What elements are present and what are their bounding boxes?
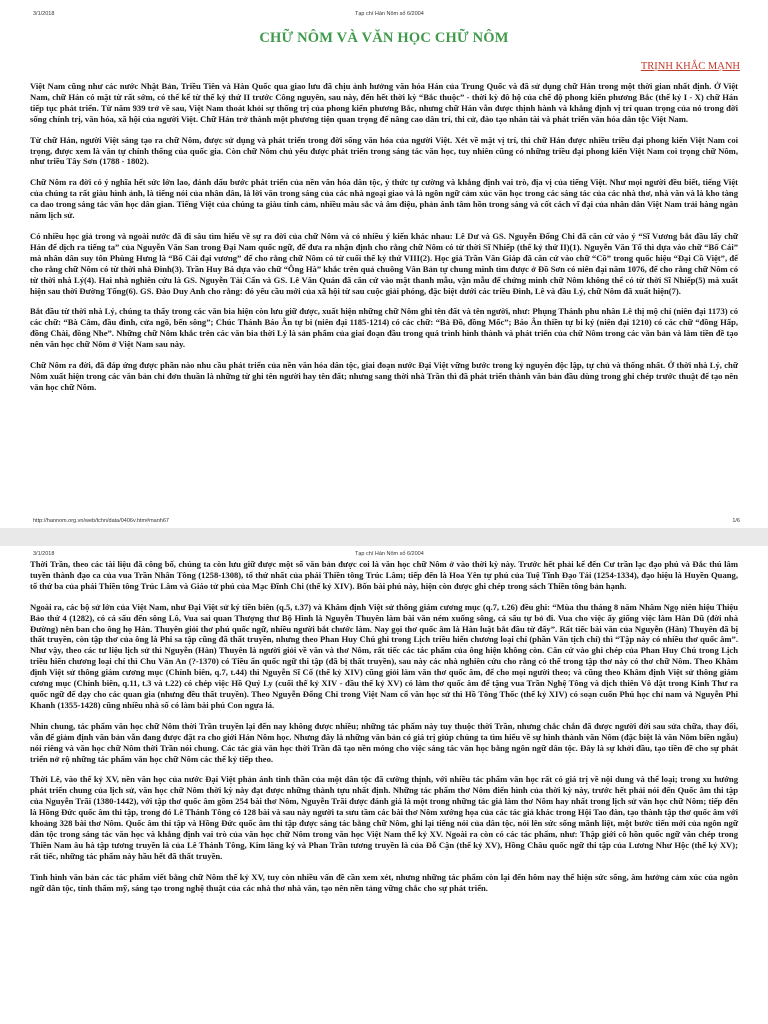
header-date: 3/1/2018 bbox=[33, 551, 55, 557]
footer-url[interactable]: http://hannom.org.vn/web/tchn/data/0406v.htm#manh67 bbox=[33, 518, 169, 524]
paragraph: Chữ Nôm ra đời có ý nghĩa hết sức lớn lao, đánh dấu bước phát triển của nền văn hóa dân tộc, ý thức tự cường và khẳng định vai trò, địa vị của tiếng Việt. Như mọi người đều biết, tiếng Việt của chúng ta rất giàu hình ảnh, là tiếng nói của nhân dân, là lời văn trong sáng của các nhà ngoại giao và là ngôn ngữ cảm xúc văn học trong các sáng tác của các nhà thơ, nhà văn và là kho tàng ca dao trong sáng tác văn học dân gian. Tiếng Việt của chúng ta giàu tính cảm, nhiều màu sắc và âm điệu, phản ánh tâm hồn trong sáng và cốt cách vĩ đại của nhân dân Việt Nam trải hàng ngàn năm lịch sử. bbox=[30, 177, 738, 221]
footer-page-number: 1/6 bbox=[732, 518, 740, 524]
page-separator bbox=[0, 528, 768, 546]
paragraph: Từ chữ Hán, người Việt sáng tạo ra chữ Nôm, được sử dụng và phát triển trong đời sống văn hóa của người Việt. Xét về mặt vị trí, thì chữ Hán được nhiều triều đại phong kiến Việt Nam coi trọng, được xem là văn tự chính thống của quốc gia. Còn chữ Nôm chủ yếu được phát triển trong sáng tác văn học, tuy nhiên cũng có những triều đại phong kiến Việt Nam coi trọng chữ Nôm, như triều Tây Sơn (1788 - 1802). bbox=[30, 134, 738, 167]
paragraph: Thời Lê, vào thế kỷ XV, nền văn học của nước Đại Việt phản ánh tinh thần của một dân tộc đã cường thịnh, với nhiều tác phẩm văn học rất có giá trị về nội dung và thể loại; trong xu hướng phát triển chung của lịch sử, văn học chữ Nôm thời kỳ này đạt được những thành tựu nhất định. Những tác phẩm thơ Nôm điển hình của thời kỳ này, trước hết phải nói đến Quốc âm thi tập của Nguyễn Trãi (1380-1442), với tập thơ quốc âm gồm 254 bài thơ Nôm, Nguyễn Trãi được đánh giá là một trong những tác giả làm thơ Nôm hay nhất trong lịch sử văn học chữ Nôm; tiếp đến là Hồng Đức quốc âm thi tập, trong đó Lê Thánh Tông có 128 bài và sau này người ta sưu tầm các bài thơ Nôm xướng họa của các tác giả khác trong Hội Tao đàn, tạo thành tập thơ quốc âm với khoảng 328 bài thơ Nôm. Quốc âm thi tập và Hồng Đức quốc âm thi tập được sáng tác bằng chữ Nôm, ghi lại tiếng nói của dân tộc, nói lên sức sống mãnh liệt, một bước tiến mới của ngôn ngữ dân tộc trong sáng tác văn học và khẳng định vai trò của văn học chữ Nôm trong văn học Việt Nam thế kỷ XV. Ngoài ra còn có các tác phẩm, như: Thập giới cô hồn quốc ngữ văn chép trong Thiền Nam âu hà tập tương truyền là của Lê Thánh Tông, Kim lăng ký và Phan Trần tương truyền là của Đỗ Cận (thế kỷ XV), Hồng Châu quốc ngữ thi tập của Lương Như Hộc (thế kỷ XV); rất tiếc, những tác phẩm này hầu hết đã thất truyền. bbox=[30, 774, 738, 861]
header-title: Tạp chí Hán Nôm số 6/2004 bbox=[355, 11, 424, 17]
paragraph: Việt Nam cũng như các nước Nhật Bản, Triều Tiên và Hàn Quốc qua giao lưu đã chịu ảnh hưởng văn hóa Hán của Trung Quốc và đã sử dụng chữ Hán trong một thời gian nhất định. Ở Việt Nam, chữ Hán có mặt từ rất sớm, có thể kể từ thế kỷ thứ II trước Công nguyên, sau này, đến hết thời kỳ “Bắc thuộc” - thời kỳ đô hộ của chế độ phong kiến phương Bắc (thế kỷ I - X) chữ Hán tiếp tục phát triển. Từ năm 939 trở về sau, Việt Nam thoát khỏi sự thống trị của phong kiến phương Bắc, nhưng chữ Hán vẫn được thịnh hành và khẳng định vị trí quan trọng của nó trong đời sống chính trị, văn hóa, xã hội của người Việt. Chữ Hán trở thành một phương tiện quan trọng để nâng cao dân trí, thi cử, đào tạo nhân tài và phát triển văn hóa dân tộc Việt Nam. bbox=[30, 81, 738, 124]
author-link[interactable]: TRỊNH KHẮC MẠNH bbox=[640, 61, 740, 72]
paragraph: Bắt đầu từ thời nhà Lý, chúng ta thấy trong các văn bia hiện còn lưu giữ được, xuất hiện những chữ Nôm ghi tên đất và tên người, như: Phụng Thánh phu nhân Lê thị mộ chí (niên đại 1173) có các chữ: “Bà Câm, đầu đình, cửa ngõ, bến sông”; Chúc Thánh Báo Ân tự bi (niên đại 1185-1214) có các chữ: “Bà Đồ, đồng Mốc”; Báo Ân thiền tự bi ký (niên đại 1210) có các chữ “đồng Hấp, đồng Chài, đồng Nhe”. Những chữ Nôm khắc trên các văn bia thời Lý là sản phẩm của giai đoạn đầu trong quá trình hình thành và phát triển của chữ Nôm trong các văn bản và làm tiền đề tạo nên văn học chữ Nôm ở Việt Nam sau này. bbox=[30, 306, 738, 350]
paragraph: Nhìn chung, tác phẩm văn học chữ Nôm thời Trần truyền lại đến nay không được nhiều; những tác phẩm này tuy thuộc thời Trần, nhưng chắc chắn đã được người đời sau sửa chữa, thay đổi, vẫn để giảm định văn bản vẫn đang được đặt ra cho giới Hán Nôm học. Nhưng đây là những văn bản có giá trị giúp chúng ta tìm hiểu về sự hình thành văn Nôm (đặc biệt là văn Nôm biền ngẫu) nói riêng và văn học chữ Nôm thời Trần nói chung. Các tác giả văn học thời Trần đã tạo nền móng cho việc sáng tác văn học bằng ngôn ngữ dân tộc. Đây là sự khởi đầu, tạo tiền đề cho sự phát triển nở rộ những tác phẩm văn học chữ Nôm các thế kỷ tiếp theo. bbox=[30, 720, 738, 764]
paragraph: Chữ Nôm ra đời, đã đáp ứng được phần nào nhu cầu phát triển của nền văn hóa dân tộc, giai đoạn nước Đại Việt vững bước trong kỷ nguyên độc lập, tự chủ và thống nhất. Ở thời nhà Lý, chữ Nôm xuất hiện trong các văn bản chỉ đơn thuần là những từ ghi tên người hay tên đất; nhưng sang thời nhà Trần thì đã phát triển thành văn bản đầu dùng trong ghi chép trước thuật để tạo nên văn học chữ Nôm. bbox=[30, 360, 738, 392]
header-title: Tạp chí Hán Nôm số 6/2004 bbox=[355, 551, 424, 557]
article-body-continued bbox=[30, 559, 738, 903]
paragraph: Tình hình văn bản các tác phẩm viết bằng chữ Nôm thế kỷ XV, tuy còn nhiều vấn đề cần xem xét, nhưng những tác phẩm còn lại đến hôm nay thể hiện sức sống, âm hưởng cảm xúc của ngôn ngữ dân tộc, tính thẩm mỹ, sáng tạo trong nghệ thuật của các nhà thơ nhà văn, tạo nên nền tảng vững chắc cho sự phát triển. bbox=[30, 871, 738, 893]
paragraph: Ngoài ra, các bộ sử lớn của Việt Nam, như Đại Việt sử ký tiền biên (q.5, t.37) và Khâm định Việt sử thông giám cương mục (q.7, t.26) đều ghi: “Mùa thu tháng 8 năm Nhâm Ngọ niên hiệu Thiệu Bảo thứ 4 (1282), có cá sấu đến sông Lô, Vua sai quan Thượng thư Bộ Hình là Nguyễn Thuyên làm bài văn ném xuống sông, cá sấu tự bỏ đi. Vua cho việc ấy giống việc làm Hàn Dũ (đời nhà Đường) nên ban cho ông họ Hàn. Thuyên giỏi thơ phú quốc ngữ, nhiều người bắt chước làm. Nay gọi thơ quốc âm là Hàn luật bắt đầu từ đấy”. Rất tiếc bài văn của Nguyễn (Hàn) Thuyên đã bị thất truyền, còn tập thơ của ông là Phi sa tập cũng đã thất truyền, nhưng theo Phan Huy Chú ghi trong Lịch triều hiến chương loại chí (phần Văn tịch chí) thì “Tập này có nhiều thơ quốc âm”. Như vậy, theo các tư liệu lịch sử thì Nguyễn (Hàn) Thuyên là người giỏi về văn và thơ Nôm, rất tiếc các tác phẩm của ông hiện không còn. Căn cứ vào ghi chép của Phan Huy Chú trong Lịch triều hiến chương loại chí thì Chu Văn An (?-1370) có Tiều ẩn quốc ngữ thi tập (đã bị thất truyền), sau này các nhà nghiên cứu cho rằng có thể trong tập thơ này có thơ chữ Nôm. Theo Khâm định Việt sử thông giám cương mục (Chính biên, q.7, t.44) thì Nguyễn Sĩ Cố (thế kỷ XIV) cũng giỏi làm văn thơ quốc âm, để cho mọi người theo; và cũng theo Khâm định Việt sử thông giám cương mục (Chính biên, q.11, t.3 và t.22) có chép việc Hồ Quý Ly (cuối thế kỷ XIV - đầu thế kỷ XV) có làm thơ quốc âm để tặng vua Trần Nghệ Tông và dịch thiên Vô dật trong Kinh Thư ra quốc ngữ để dạy cho các quan gia (nhưng đều thất truyền). Theo Nguyễn Đổng Chi trong Việt Nam cổ văn học sử thì Hồ Tông Thốc (thế kỷ XIV) có soạn cuốn Phú học chỉ nam và Nguyễn Phi Khanh (1355-1428) cũng nhiều nhà số có làm bài phú Con ngựa lá. bbox=[30, 601, 738, 710]
paragraph: Có nhiều học giả trong và ngoài nước đã đi sâu tìm hiểu về sự ra đời của chữ Nôm và có nhiều ý kiến khác nhau: Lê Dư và GS. Nguyễn Đổng Chi đã căn cứ vào ý “Sĩ Vương bắt đầu lấy chữ Hán để dịch ra tiếng ta” của Nguyễn Văn San trong Đại Nam quốc ngữ, để đưa ra nhận định cho rằng chữ Nôm có từ thời Sĩ Nhiếp (thế kỷ thứ II)(1). Nguyễn Văn Tố thì dựa vào chữ “Bố Cái” mà nhân dân suy tôn Phùng Hưng là “Bố Cái đại vương” để cho rằng chữ Nôm có từ cuối thế kỷ thứ VIII(2). Học giả Trần Văn Giáp đã căn cứ vào chữ “Cồ” trong quốc hiệu “Đại Cồ Việt”, để cho rằng chữ Nôm có từ thời nhà Đinh(3). Trần Huy Bá dựa vào chữ “Ông Hà” khắc trên quả chuông Vân Bản tự chung minh tìm được ở Đồ Sơn có niên đại năm 1076, để cho rằng chữ Nôm có từ thời nhà Lý(4). Hai nhà nghiên cứu là GS. Nguyễn Tài Cẩn và GS. Lê Văn Quán đã căn cứ vào mặt thanh mẫu, vận mẫu để chứng minh chữ Nôm không thể có từ thời Sĩ Nhiếp(5) mà xuất hiện sau thời Đường Tống(6). GS. Đào Duy Anh cho rằng: đó yếu cầu mới của xã hội từ sau cuộc giải phóng, đặc biệt dưới các triều Đinh, Lê và đầu Lý, chữ Nôm đã xuất hiện(7). bbox=[30, 230, 738, 296]
article-title: CHỮ NÔM VÀ VĂN HỌC CHỮ NÔM bbox=[259, 30, 509, 46]
header-date: 3/1/2018 bbox=[33, 11, 55, 17]
page-header bbox=[0, 11, 768, 21]
article-body bbox=[30, 81, 738, 403]
paragraph: Thời Trần, theo các tài liệu đã công bố, chúng ta còn lưu giữ được một số văn bản được coi là văn học chữ Nôm ở vào thời kỳ này. Trước hết phải kể đến Cư trần lạc đạo phú và Đắc thú lâm tuyền thành đạo ca của vua Trần Nhân Tông (1258-1308), tổ thứ nhất của phái Thiền tông Trúc Lâm; tiếp đến là Hoa Yên tự phú của Tuệ Tĩnh Đạo Tái (1254-1334), đạo hiệu là Huyền Quang, tổ thứ ba của phái Thiền tông Trúc Lâm và Giáo tử phú của Mạc Đĩnh Chi (thế kỷ XIV). Bốn bài phú này, hiện còn được ghi chép trong sách Thiền tông bản hạnh. bbox=[30, 559, 738, 591]
